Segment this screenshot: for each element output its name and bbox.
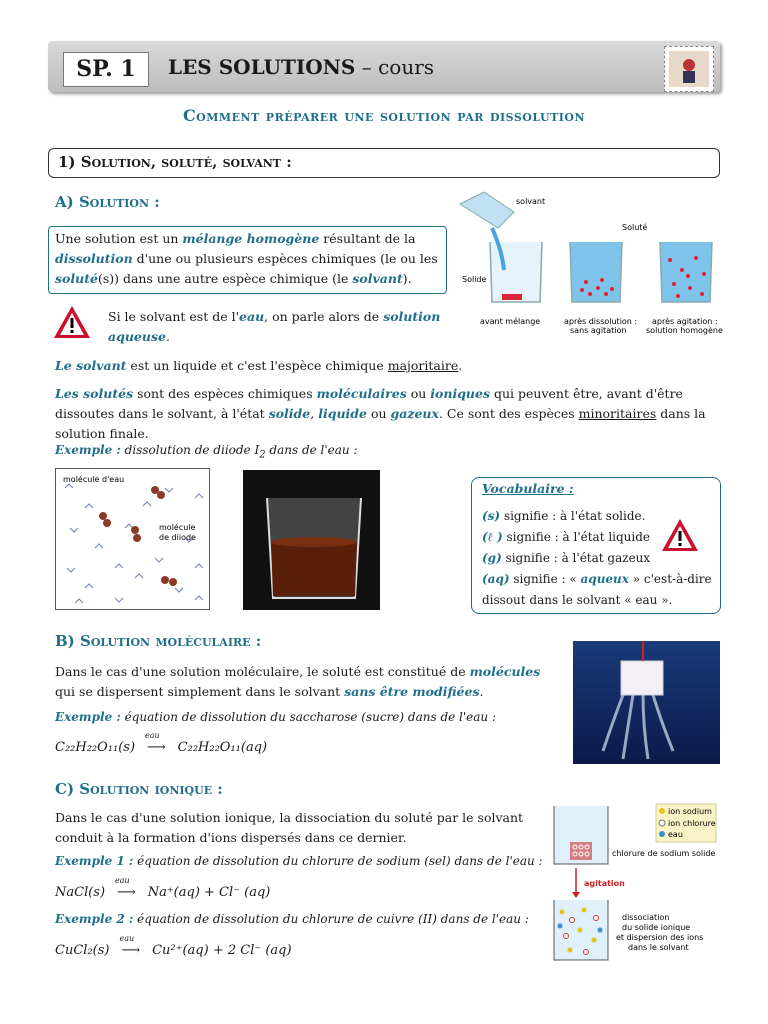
vocab-l: (ℓ ) signifie : à l'état liquide xyxy=(482,530,651,544)
vocab-aq: (aq) signifie : « aqueux » c'est-à-dire xyxy=(482,572,712,586)
dissolution-figure xyxy=(452,190,724,340)
beaker-stirred xyxy=(660,242,712,302)
label-solide: Solide xyxy=(462,275,487,284)
label-diss-4: dans le solvant xyxy=(628,943,689,952)
example-sucrose: Exemple : équation de dissolution du saccharose (sucre) dans de l'eau : xyxy=(55,710,497,724)
chapter-code: SP. 1 xyxy=(63,52,149,87)
beaker-before xyxy=(460,192,542,302)
example-1: Exemple 1 : équation de dissolution du chlorure de sodium (sel) dans de l'eau : xyxy=(55,854,543,868)
label-diss-2: du solide ionique xyxy=(622,923,691,932)
molecule-diagram xyxy=(55,468,210,610)
legend-sodium: ion sodium xyxy=(668,807,712,816)
part-a-title: A) Solution : xyxy=(55,193,160,211)
part-b-title: B) Solution moléculaire : xyxy=(55,632,262,650)
sucrose-equation: C₂₂H₂₂O₁₁(s) eau ⟶ C₂₂H₂₂O₁₁(aq) xyxy=(55,731,268,755)
part-c-title: C) Solution ionique : xyxy=(55,780,223,798)
legend-eau: eau xyxy=(668,830,683,839)
cucl2-equation: CuCl₂(s) eau ⟶ Cu²⁺(aq) + 2 Cl⁻ (aq) xyxy=(55,934,292,958)
solution-definition: Une solution est un mélange homogène résultant de la dissolution d'une ou plusieurs espèces chimiques (le ou les soluté(s)) dans une autre espèce chimique (le solvant). xyxy=(48,226,447,294)
warning-icon xyxy=(52,304,92,340)
label-solvant: solvant xyxy=(516,197,546,206)
main-title: Comment préparer une solution par dissolution xyxy=(182,106,586,125)
vocab-aq-2: dissout dans le solvant « eau ». xyxy=(482,593,673,607)
ionic-dissolution-figure xyxy=(548,800,720,965)
label-mol-diiode-b: de diiode xyxy=(159,533,196,542)
label-apres2a: après agitation : xyxy=(652,317,718,326)
stamp-image xyxy=(664,46,714,92)
label-apres1a: après dissolution : xyxy=(564,317,638,326)
label-mol-eau: molécule d'eau xyxy=(63,475,125,484)
molecular-definition: Dans le cas d'une solution moléculaire, le soluté est constitué de molécules qui se dispersent simplement dans le solvant sans être modifiées. xyxy=(55,664,541,699)
label-diss-3: et dispersion des ions xyxy=(616,933,704,942)
legend-chlorure: ion chlorure xyxy=(668,819,716,828)
label-diss-1: dissociation xyxy=(622,913,670,922)
vocab-g: (g) signifie : à l'état gazeux xyxy=(482,551,651,565)
label-apres2b: solution homogène xyxy=(646,326,723,335)
solvant-definition: Le solvant est un liquide et c'est l'espèce chimique majoritaire. xyxy=(55,358,463,373)
solutes-definition: Les solutés sont des espèces chimiques moléculaires ou ioniques qui peuvent être, avant d'être dissoutes dans le solvant, à l'état solide, liquide ou gazeux. Ce sont des espèces minoritaires dans la solution finale. xyxy=(55,386,706,441)
sugar-dissolving-photo xyxy=(573,641,720,764)
label-mol-diiode-a: molécule xyxy=(159,523,196,532)
diiode-beaker-photo xyxy=(243,470,380,610)
chapter-title: LES SOLUTIONS – cours xyxy=(168,55,435,79)
nacl-equation: NaCl(s) eau ⟶ Na⁺(aq) + Cl⁻ (aq) xyxy=(55,876,271,900)
vocab-title: Vocabulaire : xyxy=(482,481,574,496)
label-solute: Soluté xyxy=(622,223,648,232)
warning-icon xyxy=(660,517,700,553)
vocab-s: (s) signifie : à l'état solide. xyxy=(482,509,646,523)
label-avant: avant mélange xyxy=(480,317,541,326)
example-diiode: Exemple : dissolution de diiode $I_2$ dans de l'eau : xyxy=(55,443,358,461)
section-1-title: 1) Solution, soluté, solvant : xyxy=(58,153,292,171)
example-2: Exemple 2 : équation de dissolution du chlorure de cuivre (II) dans de l'eau : xyxy=(55,912,529,926)
beaker-no-stir xyxy=(570,242,622,302)
label-solid: chlorure de sodium solide xyxy=(612,849,716,858)
ionic-definition: Dans le cas d'une solution ionique, la dissociation du soluté par le solvant conduit à la formation d'ions dispersés dans ce dernier. xyxy=(55,810,524,845)
aqueous-note: Si le solvant est de l'eau, on parle alors de solution aqueuse. xyxy=(108,309,441,344)
label-apres1b: sans agitation xyxy=(570,326,627,335)
label-agitation: agitation xyxy=(584,879,625,888)
